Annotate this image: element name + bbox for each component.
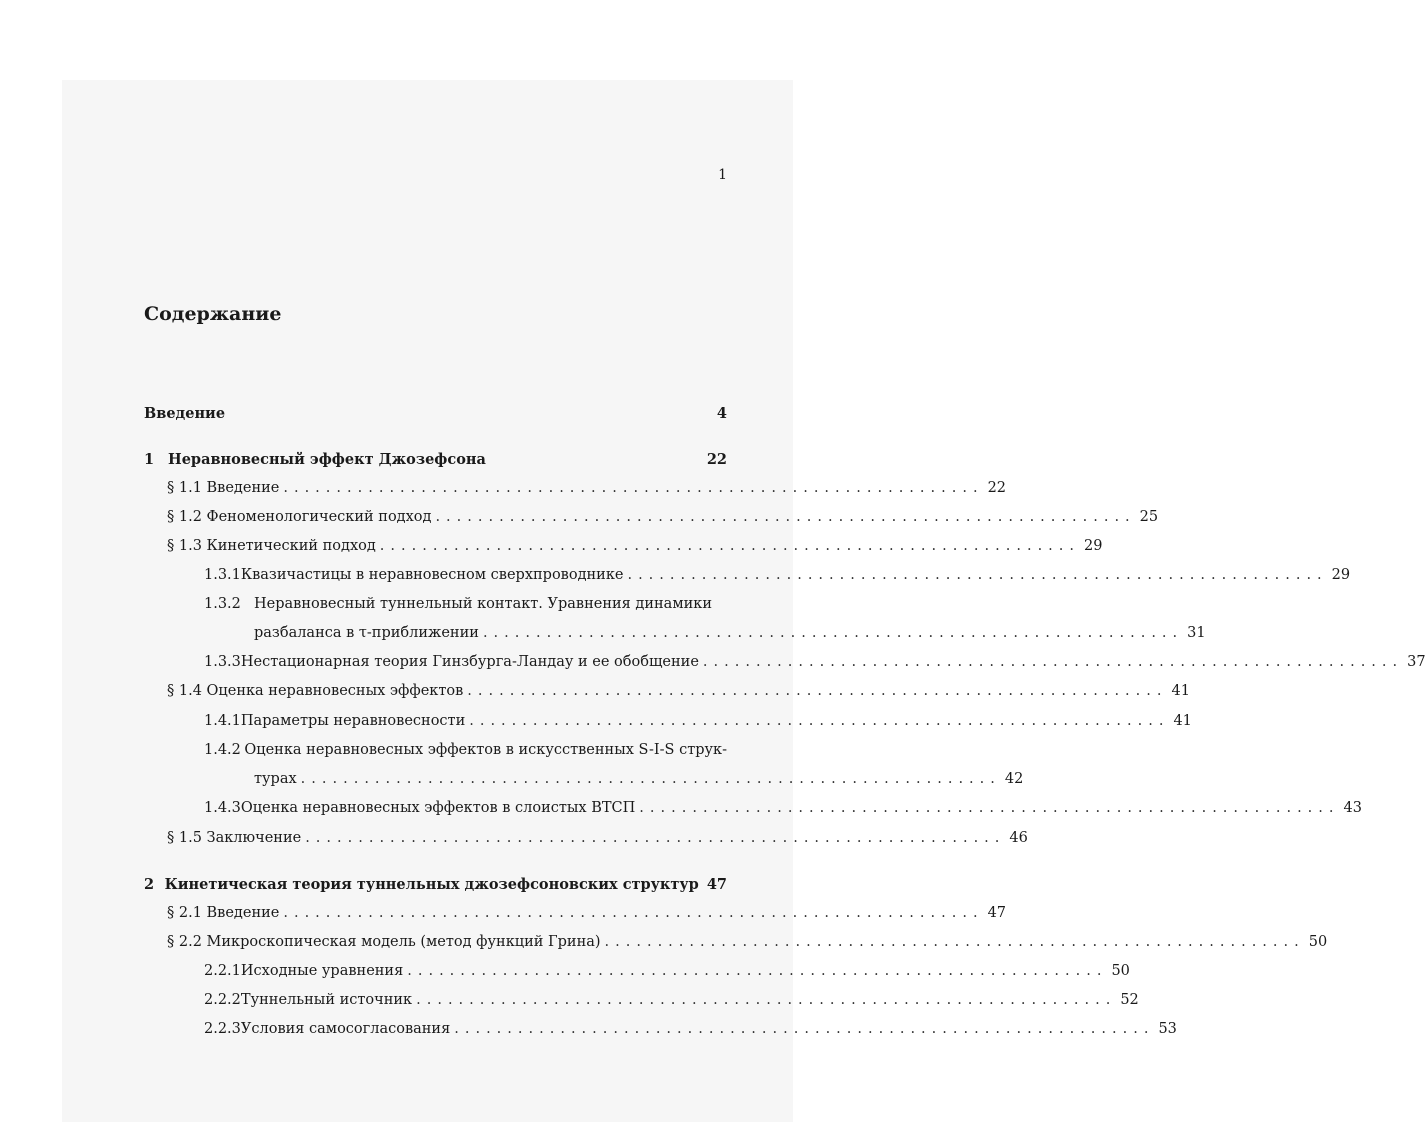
toc-section-1-2[interactable]: § 1.2 Феноменологический подход .................................................................. 25 [167, 509, 1159, 525]
toc-subsection-1-4-2-continuation[interactable]: турах .................................................................. 42 [254, 771, 1024, 787]
toc-entry-label: Туннельный источник [240, 992, 413, 1008]
toc-subsection-1-3-1[interactable]: 1.3.1 Квазичастицы в неравновесном сверхпроводнике .................................................................. 29 [204, 567, 1351, 583]
toc-entry-page: 52 [1120, 992, 1139, 1008]
toc-entry-label: Введение [206, 480, 280, 496]
subsection-number: 1.3.2 [204, 596, 241, 612]
toc-entry-page: 29 [1084, 538, 1103, 554]
toc-entry-page: 46 [1009, 830, 1028, 846]
toc-entry-page: 4 [716, 405, 727, 422]
subsection-number: 2.2.1 [204, 963, 241, 979]
toc-entry-label: Заключение [206, 830, 302, 846]
toc-entry-label: Введение [206, 905, 280, 921]
toc-section-2-2[interactable]: § 2.2 Микроскопическая модель (метод функций Грина) .................................................................. 50 [167, 934, 1328, 950]
chapter-number: 1 [144, 451, 155, 468]
toc-entry-label: Параметры неравновесности [240, 713, 466, 729]
toc-subsection-1-3-3[interactable]: 1.3.3 Нестационарная теория Гинзбурга-Ландау и ее обобщение .................................................................. 37 [204, 654, 1426, 670]
section-number: § 2.1 [167, 905, 202, 921]
toc-entry-page: 25 [1139, 509, 1159, 525]
toc-entry-label: Кинетический подход [206, 538, 376, 554]
toc-entry-label: Условия самосогласования [240, 1021, 451, 1037]
toc-entry-label: Оценка неравновесных эффектов в слоистых ВТСП [240, 800, 636, 816]
section-number: § 1.4 [167, 683, 202, 699]
toc-entry-page: 41 [1171, 683, 1190, 699]
toc-entry-label: Кинетическая теория туннельных джозефсоновских структур [164, 876, 699, 893]
toc-chapter-1[interactable] [144, 451, 727, 468]
toc-entry-page: 22 [706, 451, 727, 468]
subsection-number: 1.4.2 [204, 742, 241, 758]
subsection-number: 1.4.3 [204, 800, 241, 816]
toc-entry-label: Микроскопическая модель (метод функций Грина) [206, 934, 601, 950]
toc-entry-page: 37 [1407, 654, 1426, 670]
subsection-number: 2.2.3 [204, 1021, 241, 1037]
page-title: Содержание [144, 303, 282, 325]
subsection-number: 1.4.1 [204, 713, 241, 729]
toc-subsection-2-2-3[interactable]: 2.2.3 Условия самосогласования .................................................................. 53 [204, 1021, 1177, 1037]
toc-entry-page: 50 [1308, 934, 1328, 950]
toc-subsection-1-3-2[interactable] [204, 596, 727, 612]
toc-entry-label: Оценка неравновесных эффектов [206, 683, 464, 699]
toc-entry-label-continued: разбаланса в τ-приближении [254, 625, 479, 641]
toc-subsection-1-4-1[interactable]: 1.4.1 Параметры неравновесности .................................................................. 41 [204, 713, 1192, 729]
toc-entry-page: 53 [1158, 1021, 1177, 1037]
toc-entry-label: Квазичастицы в неравновесном сверхпроводнике [240, 567, 624, 583]
toc-entry-page: 43 [1343, 800, 1362, 816]
toc-entry-label: Исходные уравнения [240, 963, 404, 979]
toc-entry-intro[interactable] [144, 405, 727, 422]
toc-entry-label: Нестационарная теория Гинзбурга-Ландау и ее обобщение [240, 654, 699, 670]
toc-entry-label: Феноменологический подход [206, 509, 432, 525]
toc-section-1-3[interactable]: § 1.3 Кинетический подход .................................................................. 29 [167, 538, 1103, 554]
toc-subsection-1-4-3[interactable]: 1.4.3 Оценка неравновесных эффектов в слоистых ВТСП .................................................................. 43 [204, 800, 1362, 816]
toc-entry-page: 22 [987, 480, 1007, 496]
toc-entry-page: 47 [987, 905, 1007, 921]
toc-section-2-1[interactable]: § 2.1 Введение .................................................................. 47 [167, 905, 1007, 921]
subsection-number: 1.3.1 [204, 567, 241, 583]
toc-entry-label: Введение [144, 405, 226, 422]
subsection-number: 1.3.3 [204, 654, 241, 670]
chapter-number: 2 [144, 876, 155, 893]
section-number: § 1.2 [167, 509, 202, 525]
toc-entry-page: 41 [1173, 713, 1192, 729]
toc-entry-page: 50 [1111, 963, 1130, 979]
section-number: § 2.2 [167, 934, 202, 950]
toc-entry-page: 42 [1004, 771, 1024, 787]
toc-section-1-4[interactable]: § 1.4 Оценка неравновесных эффектов .................................................................. 41 [167, 683, 1190, 699]
toc-section-1-1[interactable]: § 1.1 Введение .................................................................. 22 [167, 480, 1007, 496]
section-number: § 1.5 [167, 830, 202, 846]
subsection-number: 2.2.2 [204, 992, 241, 1008]
section-number: § 1.3 [167, 538, 202, 554]
toc-entry-page: 31 [1187, 625, 1206, 641]
section-number: § 1.1 [167, 480, 202, 496]
toc-entry-page: 29 [1331, 567, 1351, 583]
toc-entry-label-continued: турах [254, 771, 297, 787]
toc-entry-label: Неравновесный эффект Джозефсона [168, 451, 486, 468]
page-number: 1 [718, 167, 727, 183]
toc-subsection-2-2-2[interactable]: 2.2.2 Туннельный источник .................................................................. 52 [204, 992, 1139, 1008]
toc-entry-page: 47 [706, 876, 727, 893]
toc-subsection-1-4-2[interactable] [204, 742, 727, 758]
toc-section-1-5[interactable]: § 1.5 Заключение .................................................................. 46 [167, 830, 1028, 846]
toc-entry-label: Неравновесный туннельный контакт. Уравнения динамики [254, 596, 712, 612]
toc-entry-label: Оценка неравновесных эффектов в искусственных S-I-S струк- [244, 742, 727, 758]
toc-subsection-2-2-1[interactable]: 2.2.1 Исходные уравнения .................................................................. 50 [204, 963, 1130, 979]
toc-chapter-2[interactable] [144, 876, 727, 893]
toc-subsection-1-3-2-continuation[interactable]: разбаланса в τ-приближении .................................................................. 31 [254, 625, 1206, 641]
